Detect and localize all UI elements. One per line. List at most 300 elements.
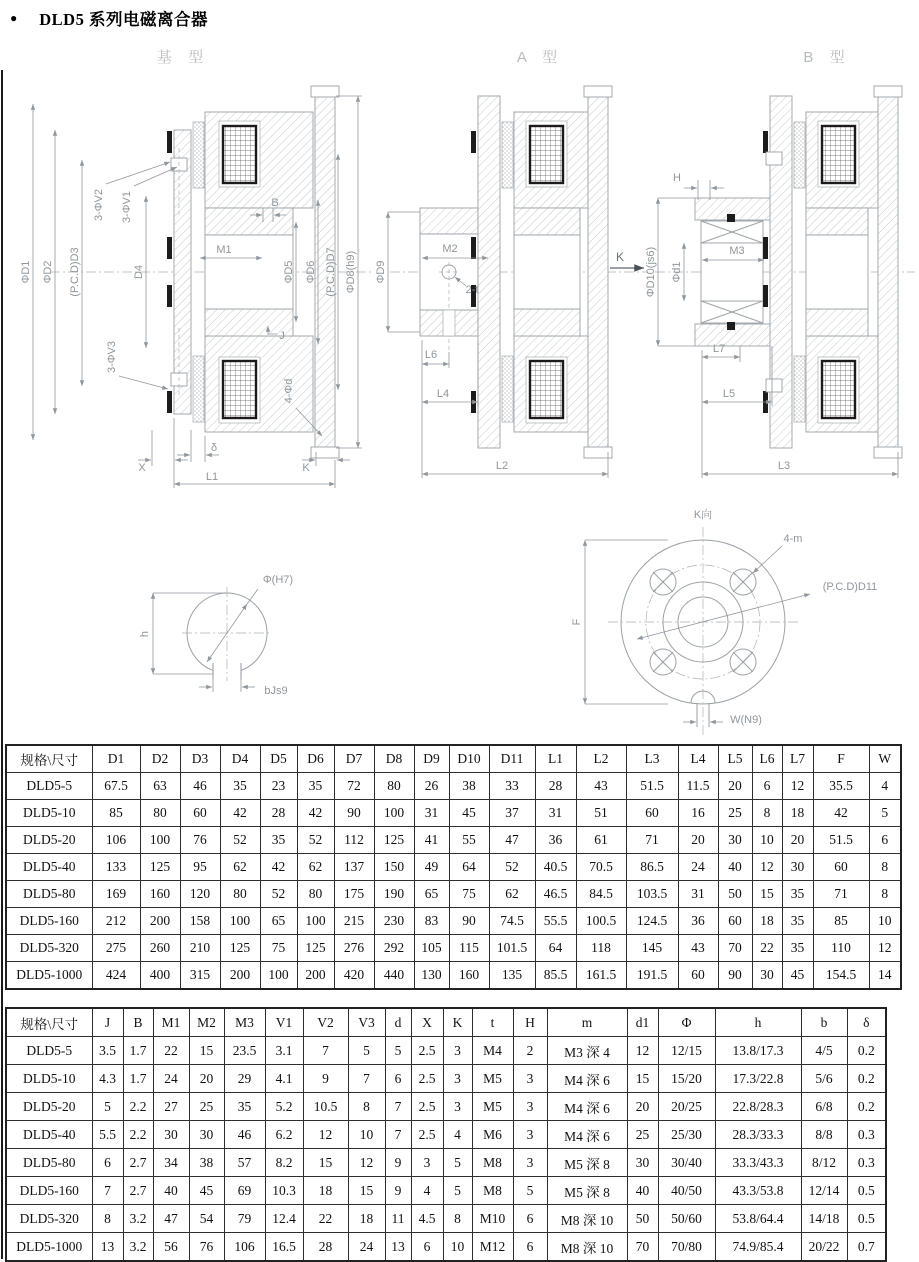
column-header: b <box>801 1008 847 1037</box>
table-cell: 75 <box>260 935 297 962</box>
table-cell: 4.5 <box>411 1205 443 1233</box>
table-cell: 10 <box>348 1121 385 1149</box>
header-row <box>6 1008 886 1037</box>
table-cell: 230 <box>374 908 414 935</box>
column-header: V2 <box>303 1008 348 1037</box>
table-cell: 26 <box>414 773 449 800</box>
view-label-k: K向 <box>693 509 713 521</box>
column-header: D6 <box>297 745 334 773</box>
table-cell: 55 <box>449 827 489 854</box>
a-type-title: A 型 <box>516 49 564 66</box>
table-cell: 3.1 <box>265 1037 303 1065</box>
table-cell: 70 <box>627 1233 658 1262</box>
table-cell: 24 <box>678 854 718 881</box>
table-cell: 72 <box>334 773 374 800</box>
screw-bottom <box>766 379 782 392</box>
column-header: D7 <box>334 745 374 773</box>
table-cell: 30 <box>782 854 813 881</box>
b-type-drawing <box>645 86 915 478</box>
dim-label-l3: L3 <box>777 460 791 472</box>
table-cell: 3.2 <box>123 1205 153 1233</box>
dim-label-h-gap: H <box>673 172 681 184</box>
table-cell: M8 <box>472 1177 513 1205</box>
table-cell: 10 <box>869 908 901 935</box>
table-cell: 80 <box>140 800 180 827</box>
table-cell: M6 <box>472 1121 513 1149</box>
dim-label-2t: 2-t <box>465 284 479 296</box>
table-cell: 25/30 <box>658 1121 715 1149</box>
table-cell: 2 <box>513 1037 547 1065</box>
dim-label-l2: L2 <box>495 460 509 472</box>
table-cell: 30/40 <box>658 1149 715 1177</box>
table-cell: 18 <box>752 908 782 935</box>
table-cell: 74.9/85.4 <box>715 1233 801 1262</box>
table-cell: 6 <box>752 773 782 800</box>
table-cell: 14/18 <box>801 1205 847 1233</box>
table-cell: 41 <box>414 827 449 854</box>
column-header: L5 <box>718 745 752 773</box>
table-cell: 12.4 <box>265 1205 303 1233</box>
dim-label-x: X <box>138 462 146 474</box>
table-cell: 25 <box>718 800 752 827</box>
column-header: L1 <box>535 745 576 773</box>
table-cell: 191.5 <box>626 962 678 990</box>
column-header: H <box>513 1008 547 1037</box>
table-cell: M5 <box>472 1093 513 1121</box>
table-cell: 13 <box>385 1233 411 1262</box>
table-row <box>6 1177 886 1205</box>
table-cell: 25 <box>627 1121 658 1149</box>
dim-label-k-base: K <box>302 462 310 474</box>
column-header: h <box>715 1008 801 1037</box>
table-cell: 85 <box>92 800 140 827</box>
table-cell: 5.2 <box>265 1093 303 1121</box>
table-cell: 4 <box>443 1121 472 1149</box>
table-cell: 105 <box>414 935 449 962</box>
column-header: d <box>385 1008 411 1037</box>
table-cell: 3.2 <box>123 1233 153 1262</box>
table-cell: DLD5-1000 <box>6 1233 92 1262</box>
table-cell: 10 <box>443 1233 472 1262</box>
table-cell: 0.7 <box>847 1233 886 1262</box>
table-cell: 71 <box>626 827 678 854</box>
table-cell: 315 <box>180 962 220 990</box>
coil-bottom <box>822 361 855 418</box>
table-cell: 6 <box>92 1149 123 1177</box>
table-cell: 154.5 <box>813 962 869 990</box>
t-slot <box>443 310 455 336</box>
column-header: Φ <box>658 1008 715 1037</box>
dim-label-d2: ΦD2 <box>42 260 54 284</box>
dim-label-d1-small: Φd1 <box>671 261 683 283</box>
table-cell: 7 <box>385 1093 411 1121</box>
disc-plate <box>770 96 792 448</box>
table-cell: 200 <box>220 962 260 990</box>
column-header: W <box>869 745 901 773</box>
table-cell: 400 <box>140 962 180 990</box>
table-cell: 4.3 <box>92 1065 123 1093</box>
column-header: X <box>411 1008 443 1037</box>
table-cell: 84.5 <box>576 881 626 908</box>
table-cell: 47 <box>489 827 535 854</box>
table-cell: 70 <box>718 935 752 962</box>
table-cell: 12 <box>752 854 782 881</box>
table-cell: DLD5-10 <box>6 1065 92 1093</box>
table-cell: 90 <box>449 908 489 935</box>
input-hub-top <box>420 208 478 234</box>
column-header: D3 <box>180 745 220 773</box>
table-row <box>6 962 901 990</box>
table-cell: 8 <box>752 800 782 827</box>
table-cell: 79 <box>224 1205 265 1233</box>
table-cell: 63 <box>140 773 180 800</box>
table-cell: 38 <box>189 1149 224 1177</box>
table-cell: 80 <box>297 881 334 908</box>
table-cell: 43 <box>576 773 626 800</box>
table-cell: 8.2 <box>265 1149 303 1177</box>
dimension-table-2 <box>5 1007 887 1262</box>
table-cell: 130 <box>414 962 449 990</box>
table-cell: 8 <box>869 854 901 881</box>
table-cell: 12/15 <box>658 1037 715 1065</box>
technical-drawings <box>0 36 919 742</box>
table-cell: 8/12 <box>801 1149 847 1177</box>
table-cell: DLD5-1000 <box>6 962 92 990</box>
coil-bottom <box>223 361 256 418</box>
dim-label-v3: 3-ΦV3 <box>106 340 118 374</box>
table-cell: 71 <box>813 881 869 908</box>
table-cell: 23.5 <box>224 1037 265 1065</box>
table-cell: 28 <box>303 1233 348 1262</box>
table-cell: 40 <box>718 854 752 881</box>
column-header: t <box>472 1008 513 1037</box>
table-cell: 15 <box>348 1177 385 1205</box>
table-cell: 0.5 <box>847 1205 886 1233</box>
column-header: K <box>443 1008 472 1037</box>
column-header: m <box>547 1008 627 1037</box>
table-cell: 7 <box>385 1121 411 1149</box>
table-cell: DLD5-40 <box>6 1121 92 1149</box>
table-cell: 40 <box>153 1177 189 1205</box>
table-cell: 60 <box>626 800 678 827</box>
table-cell: 60 <box>718 908 752 935</box>
table-cell: 2.5 <box>411 1121 443 1149</box>
table-cell: M8 深 10 <box>547 1205 627 1233</box>
table-cell: 18 <box>782 800 813 827</box>
coil-top <box>223 126 256 183</box>
table-cell: DLD5-20 <box>6 1093 92 1121</box>
table-cell: 9 <box>303 1065 348 1093</box>
table-cell: M12 <box>472 1233 513 1262</box>
table-cell: 35 <box>297 773 334 800</box>
table-cell: 8 <box>443 1205 472 1233</box>
dim-label-4m: 4-m <box>783 533 803 545</box>
table-cell: 23 <box>260 773 297 800</box>
table-cell: M4 深 6 <box>547 1065 627 1093</box>
table-cell: 35 <box>782 881 813 908</box>
table-cell: 106 <box>224 1233 265 1262</box>
table-cell: 125 <box>297 935 334 962</box>
table-cell: M8 深 10 <box>547 1233 627 1262</box>
table-cell: 36 <box>678 908 718 935</box>
table-row <box>6 1121 886 1149</box>
table-cell: 15 <box>627 1065 658 1093</box>
table-cell: DLD5-80 <box>6 1149 92 1177</box>
coil-top <box>822 126 855 183</box>
table-cell: 12 <box>348 1149 385 1177</box>
table-cell: 6 <box>385 1065 411 1093</box>
table-cell: 212 <box>92 908 140 935</box>
table-cell: 10.3 <box>265 1177 303 1205</box>
column-header: L3 <box>626 745 678 773</box>
table-cell: 24 <box>348 1233 385 1262</box>
table-cell: 13 <box>92 1233 123 1262</box>
table-cell: 25 <box>189 1093 224 1121</box>
table-cell: 100 <box>260 962 297 990</box>
table-cell: 37 <box>489 800 535 827</box>
dim-label-v1: 3-ΦV1 <box>121 190 133 224</box>
screw-top <box>766 152 782 165</box>
bullet-icon: ● <box>10 10 18 25</box>
table-cell: DLD5-320 <box>6 1205 92 1233</box>
table-cell: 65 <box>414 881 449 908</box>
table-cell: 20 <box>678 827 718 854</box>
table-cell: 62 <box>489 881 535 908</box>
table-row <box>6 854 901 881</box>
table-cell: 83 <box>414 908 449 935</box>
table-cell: 3 <box>411 1149 443 1177</box>
table-cell: 2.2 <box>123 1093 153 1121</box>
dim-label-4phid: 4-Φd <box>283 378 295 404</box>
table-cell: 160 <box>449 962 489 990</box>
base-type-title: 基 型 <box>156 49 210 66</box>
column-header: d1 <box>627 1008 658 1037</box>
table-cell: 35.5 <box>813 773 869 800</box>
table-cell: 160 <box>140 881 180 908</box>
table-cell: 43 <box>678 935 718 962</box>
table-cell: 86.5 <box>626 854 678 881</box>
table-cell: 57 <box>224 1149 265 1177</box>
table-cell: 10 <box>752 827 782 854</box>
table-cell: 40 <box>627 1177 658 1205</box>
table-cell: 275 <box>92 935 140 962</box>
table-cell: 5 <box>513 1177 547 1205</box>
table-cell: 100 <box>297 908 334 935</box>
dim-label-phi-h7: Φ(H7) <box>262 574 294 586</box>
table-cell: 2.5 <box>411 1065 443 1093</box>
table-cell: 9 <box>385 1177 411 1205</box>
table-cell: 52 <box>260 881 297 908</box>
table-cell: DLD5-5 <box>6 773 92 800</box>
table-cell: 51.5 <box>813 827 869 854</box>
table-cell: 1.7 <box>123 1037 153 1065</box>
table-cell: 3 <box>513 1093 547 1121</box>
table-cell: 17.3/22.8 <box>715 1065 801 1093</box>
table-cell: 43.3/53.8 <box>715 1177 801 1205</box>
table-cell: 33 <box>489 773 535 800</box>
table-cell: 22 <box>153 1037 189 1065</box>
table-cell: 125 <box>140 854 180 881</box>
dim-label-l7: L7 <box>712 343 726 355</box>
column-header: F <box>813 745 869 773</box>
dim-label-d5: ΦD5 <box>283 260 295 284</box>
table-cell: 42 <box>297 800 334 827</box>
section-title <box>10 6 208 30</box>
table-cell: M4 <box>472 1037 513 1065</box>
table-cell: 424 <box>92 962 140 990</box>
table-cell: 90 <box>334 800 374 827</box>
table-cell: 85 <box>813 908 869 935</box>
coil-bottom <box>530 361 563 418</box>
table-cell: M4 深 6 <box>547 1093 627 1121</box>
table-row <box>6 1149 886 1177</box>
table-cell: 31 <box>414 800 449 827</box>
table-cell: 106 <box>92 827 140 854</box>
table-cell: 112 <box>334 827 374 854</box>
table-cell: DLD5-5 <box>6 1037 92 1065</box>
column-header: 规格\尺寸 <box>6 745 92 773</box>
table-cell: 18 <box>348 1205 385 1233</box>
table-cell: 30 <box>627 1149 658 1177</box>
table-cell: 145 <box>626 935 678 962</box>
table-cell: 14 <box>869 962 901 990</box>
table-cell: 52 <box>220 827 260 854</box>
table-cell: 161.5 <box>576 962 626 990</box>
table-cell: 3 <box>513 1065 547 1093</box>
table-cell: 6 <box>869 827 901 854</box>
table-cell: M5 深 8 <box>547 1177 627 1205</box>
column-header: L4 <box>678 745 718 773</box>
dim-label-pcd-d11: (P.C.D)D11 <box>822 581 878 593</box>
column-header: D8 <box>374 745 414 773</box>
table-cell: 70/80 <box>658 1233 715 1262</box>
table-cell: 47 <box>153 1205 189 1233</box>
table-cell: 8 <box>348 1093 385 1121</box>
table-cell: 20 <box>718 773 752 800</box>
table-cell: 51 <box>576 800 626 827</box>
table-cell: 40/50 <box>658 1177 715 1205</box>
table-cell: 3.5 <box>92 1037 123 1065</box>
table-cell: 28 <box>260 800 297 827</box>
table-cell: DLD5-80 <box>6 881 92 908</box>
table-cell: M10 <box>472 1205 513 1233</box>
table-cell: 133 <box>92 854 140 881</box>
table-cell: 52 <box>297 827 334 854</box>
table-cell: 190 <box>374 881 414 908</box>
dim-label-delta: δ <box>210 442 218 454</box>
table-cell: 34 <box>153 1149 189 1177</box>
dim-label-v2: 3-ΦV2 <box>93 188 105 222</box>
table-cell: 22 <box>752 935 782 962</box>
table-cell: 61 <box>576 827 626 854</box>
table-cell: 31 <box>678 881 718 908</box>
table-cell: 0.2 <box>847 1093 886 1121</box>
table-cell: 150 <box>374 854 414 881</box>
table-cell: 6/8 <box>801 1093 847 1121</box>
dim-label-d7: (P.C.D)D7 <box>325 247 337 297</box>
table-cell: 42 <box>813 800 869 827</box>
table-cell: 2.5 <box>411 1037 443 1065</box>
table-cell: 12 <box>303 1121 348 1149</box>
table-cell: 7 <box>348 1065 385 1093</box>
table-cell: 65 <box>260 908 297 935</box>
a-type-drawing <box>375 86 648 478</box>
dim-label-h-bore: h <box>139 630 151 638</box>
dim-label-d8: ΦD8(h9) <box>345 250 357 294</box>
column-header: 规格\尺寸 <box>6 1008 92 1037</box>
table-cell: 3 <box>513 1149 547 1177</box>
column-header: L2 <box>576 745 626 773</box>
table-cell: 69 <box>224 1177 265 1205</box>
table-cell: 76 <box>180 827 220 854</box>
dim-label-m3: M3 <box>729 245 745 257</box>
table-cell: 4.1 <box>265 1065 303 1093</box>
column-header: D2 <box>140 745 180 773</box>
table-cell: 4/5 <box>801 1037 847 1065</box>
table-cell: 55.5 <box>535 908 576 935</box>
table-cell: 42 <box>220 800 260 827</box>
table-cell: 7 <box>303 1037 348 1065</box>
table-cell: 6 <box>513 1233 547 1262</box>
table-cell: 30 <box>153 1121 189 1149</box>
table-cell: 101.5 <box>489 935 535 962</box>
base-type-drawing <box>20 86 372 488</box>
table-cell: 1.7 <box>123 1065 153 1093</box>
table-cell: 8 <box>92 1205 123 1233</box>
dim-label-d10: ΦD10(js6) <box>645 246 657 298</box>
dim-label-l4: L4 <box>436 388 450 400</box>
table-cell: 56 <box>153 1233 189 1262</box>
table-cell: 60 <box>180 800 220 827</box>
table-cell: 3 <box>443 1037 472 1065</box>
column-header: δ <box>847 1008 886 1037</box>
table-cell: 215 <box>334 908 374 935</box>
table-cell: M8 <box>472 1149 513 1177</box>
table-cell: 0.3 <box>847 1121 886 1149</box>
table-cell: 158 <box>180 908 220 935</box>
table-cell: 11 <box>385 1205 411 1233</box>
table-cell: 35 <box>224 1093 265 1121</box>
table-cell: 8 <box>869 881 901 908</box>
table-cell: 74.5 <box>489 908 535 935</box>
column-header: L6 <box>752 745 782 773</box>
column-header: V3 <box>348 1008 385 1037</box>
table-cell: 38 <box>449 773 489 800</box>
table-cell: M3 深 4 <box>547 1037 627 1065</box>
table-cell: 28 <box>535 773 576 800</box>
table-cell: 5 <box>385 1037 411 1065</box>
column-header: D10 <box>449 745 489 773</box>
table-cell: 45 <box>449 800 489 827</box>
table-cell: 3 <box>443 1093 472 1121</box>
table-cell: 51.5 <box>626 773 678 800</box>
table-row <box>6 800 901 827</box>
table-cell: 5 <box>443 1149 472 1177</box>
table-cell: 5 <box>348 1037 385 1065</box>
table-cell: 292 <box>374 935 414 962</box>
table-cell: DLD5-160 <box>6 1177 92 1205</box>
table-cell: 5 <box>92 1093 123 1121</box>
table-cell: 75 <box>449 881 489 908</box>
table-cell: DLD5-20 <box>6 827 92 854</box>
table-cell: 175 <box>334 881 374 908</box>
table-cell: 60 <box>813 854 869 881</box>
table-cell: 50 <box>627 1205 658 1233</box>
table-cell: 50 <box>718 881 752 908</box>
table-cell: 125 <box>374 827 414 854</box>
table-cell: 135 <box>489 962 535 990</box>
coil-top <box>530 126 563 183</box>
